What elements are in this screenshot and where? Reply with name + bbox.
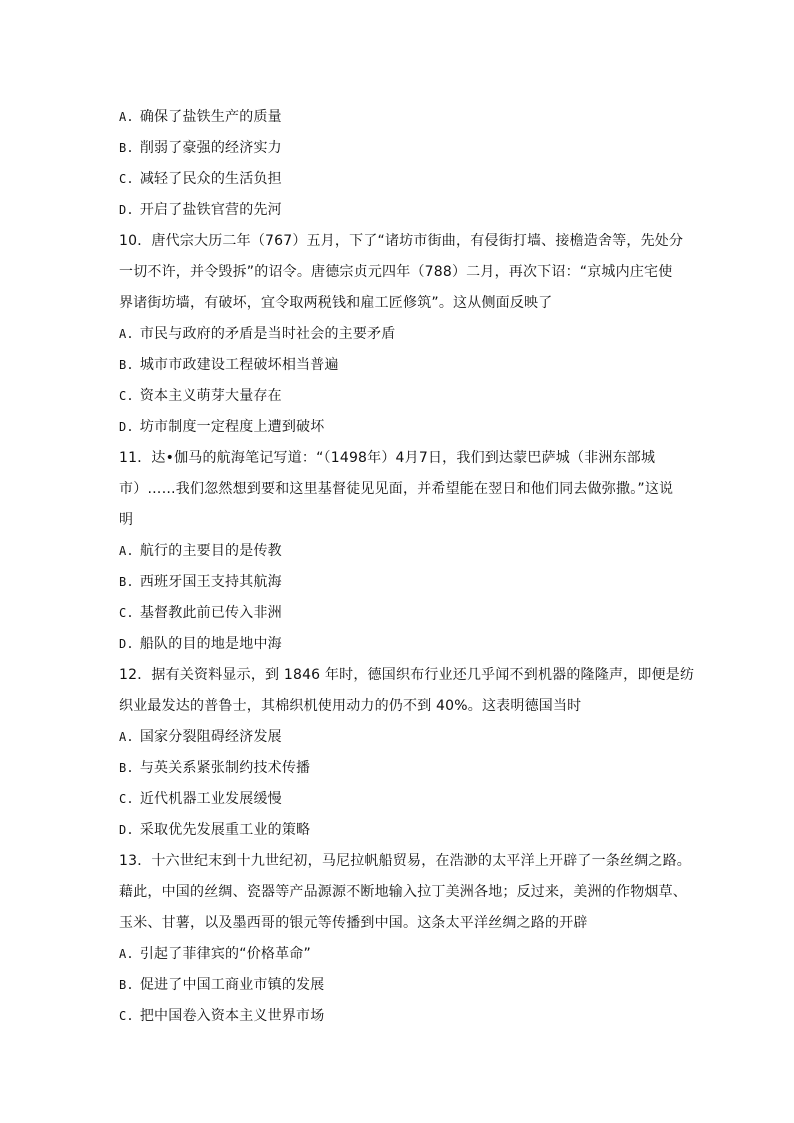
option-label: A. [119,544,134,558]
option-text: 把中国卷入资本主义世界市场 [139,1008,325,1024]
question-stem-line: 明 [119,512,134,528]
question-12-block [119,660,695,846]
option-label: C. [119,606,134,620]
option-label: B. [119,141,134,155]
option-a [119,102,679,133]
option-b [119,970,679,1001]
option-text: 削弱了豪强的经济实力 [139,140,282,156]
option-text: 资本主义萌芽大量存在 [139,388,282,404]
question-stem-line: 一切不许，并令毁拆”的诏令。唐德宗贞元四年（788）二月，再次下诏：“京城内庄宅使 [119,264,673,280]
option-label: D. [119,637,134,651]
option-label: A. [119,327,134,341]
option-label: B. [119,978,134,992]
question-stem-line: 10．唐代宗大历二年（767）五月，下了“诸坊市街曲，有侵街打墙、接檐造舍等，先处分 [119,233,684,249]
option-b [119,133,679,164]
option-text: 西班牙国王支持其航海 [139,574,282,590]
option-b [119,350,679,381]
option-label: D. [119,203,134,217]
option-a [119,939,679,970]
option-c [119,598,679,629]
option-label: C. [119,172,134,186]
question-9-block [119,102,679,226]
question-stem-line: 藉此，中国的丝绸、瓷器等产品源源不断地输入拉丁美洲各地；反过来，美洲的作物烟草、 [119,884,687,900]
option-c [119,164,679,195]
option-label: C. [119,792,134,806]
option-d [119,815,679,846]
option-label: A. [119,110,134,124]
question-10-block [119,226,684,443]
option-text: 船队的目的地是地中海 [139,636,282,652]
option-label: D. [119,420,134,434]
option-label: A. [119,947,134,961]
option-a [119,536,679,567]
question-stem-line: 市）……我们忽然想到要和这里基督徒见见面，并希望能在翌日和他们同去做弥撒。”这说 [119,481,674,497]
option-label: B. [119,761,134,775]
option-c [119,784,679,815]
option-label: A. [119,730,134,744]
question-stem-line: 11．达•伽马的航海笔记写道：“（1498年）4月7日，我们到达蒙巴萨城（非洲东部城 [119,450,656,466]
option-text: 国家分裂阻碍经济发展 [139,729,282,745]
option-text: 确保了盐铁生产的质量 [139,109,282,125]
option-a [119,722,679,753]
exam-page [119,102,695,1032]
question-13-block [119,846,692,1032]
option-text: 与英关系紧张制约技术传播 [139,760,311,776]
option-d [119,412,679,443]
option-text: 航行的主要目的是传教 [139,543,282,559]
option-c [119,381,679,412]
option-text: 市民与政府的矛盾是当时社会的主要矛盾 [139,326,396,342]
option-text: 开启了盐铁官营的先河 [139,202,282,218]
option-label: C. [119,1009,134,1023]
question-stem-line: 织业最发达的普鲁士，其棉织机使用动力的仍不到 40%。这表明德国当时 [119,698,582,714]
option-b [119,567,679,598]
option-text: 基督教此前已传入非洲 [139,605,282,621]
option-text: 减轻了民众的生活负担 [139,171,282,187]
question-stem-line: 玉米、甘薯，以及墨西哥的银元等传播到中国。这条太平洋丝绸之路的开辟 [119,915,588,931]
question-stem-line: 12．据有关资料显示，到 1846 年时，德国织布行业还几乎闻不到机器的隆隆声，即便是纺 [119,667,695,683]
option-text: 城市市政建设工程破坏相当普遍 [139,357,339,373]
option-text: 采取优先发展重工业的策略 [139,822,311,838]
option-label: B. [119,575,134,589]
option-b [119,753,679,784]
option-text: 引起了菲律宾的“价格革命” [139,946,311,962]
option-a [119,319,679,350]
option-label: D. [119,823,134,837]
option-label: B. [119,358,134,372]
question-11-block [119,443,679,660]
option-text: 促进了中国工商业市镇的发展 [139,977,325,993]
question-stem-line: 界诸街坊墙，有破坏，宜令取两税钱和雇工匠修筑”。这从侧面反映了 [119,295,553,311]
option-d [119,195,679,226]
question-stem-line: 13．十六世纪末到十九世纪初，马尼拉帆船贸易，在浩渺的太平洋上开辟了一条丝绸之路。 [119,853,692,869]
option-text: 近代机器工业发展缓慢 [139,791,282,807]
option-c [119,1001,679,1032]
option-d [119,629,679,660]
option-text: 坊市制度一定程度上遭到破坏 [139,419,325,435]
option-label: C. [119,389,134,403]
